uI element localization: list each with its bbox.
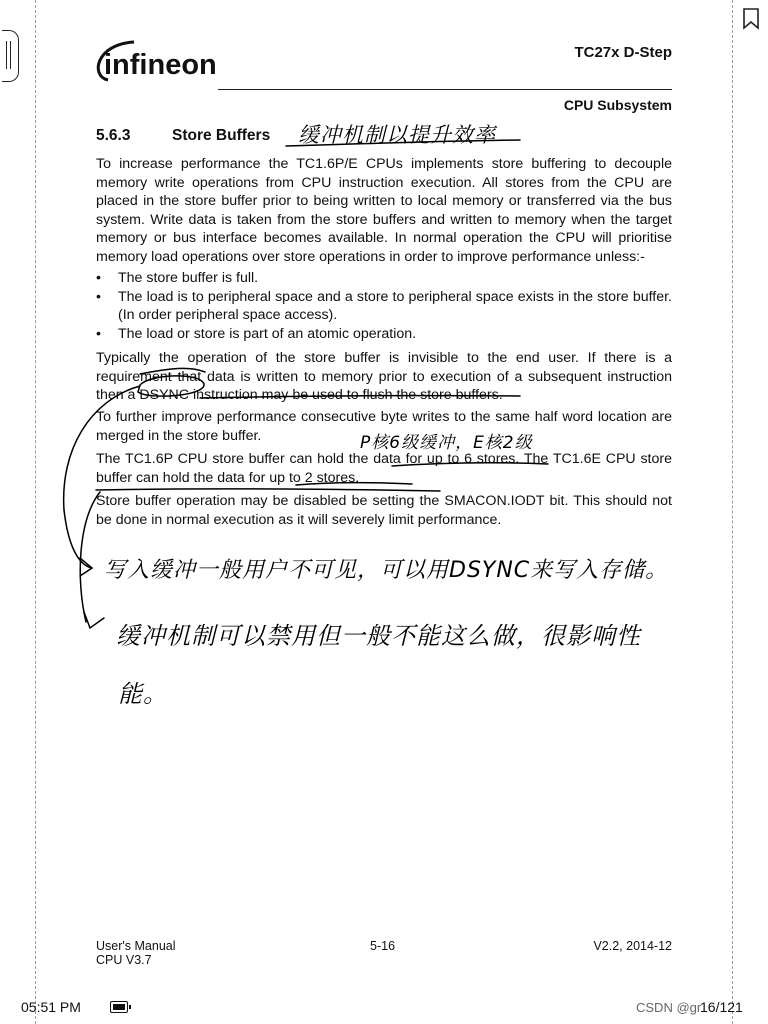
logo-text: infineon: [104, 49, 217, 81]
header-divider: [218, 89, 672, 90]
handwritten-core-note: P核6级缓冲，E核2级: [360, 433, 533, 453]
footer-manual-title: User's Manual: [96, 939, 176, 953]
paragraph-merge: To further improve performance consecutive byte writes to the same half word location are merged in the store buffer.: [96, 409, 672, 444]
handwritten-note-2-line2: 能。: [118, 680, 168, 708]
bookmark-icon[interactable]: [742, 8, 760, 30]
section-number: 5.6.3: [96, 127, 131, 144]
list-item: • The store buffer is full.: [96, 269, 672, 288]
footer-manual: [96, 939, 176, 967]
list-item: • The load is to peripheral space and a store to peripheral space exists in the store buffer. (In order peripheral space access).: [96, 288, 672, 325]
footer-version-date: V2.2, 2014-12: [593, 939, 672, 953]
battery-icon: [110, 1001, 128, 1013]
watermark: CSDN @gr: [636, 1000, 702, 1015]
paragraph-capacity: The TC1.6P CPU store buffer can hold the data for up to 6 stores. The TC1.6E CPU store buffer can hold the data for up to 2 stores.: [96, 451, 672, 486]
paragraph-dsync: Typically the operation of the store buffer is invisible to the end user. If there is a requirement that data is written to memory prior to execution of a subsequent instruction then a DSYNC instruction may be used to flush the store buffers.: [96, 350, 672, 403]
doc-title: TC27x D-Step: [574, 44, 672, 61]
paragraph-intro: To increase performance the TC1.6P/E CPUs implements store buffering to decouple memory write operations from CPU instruction execution. All stores from the CPU are placed in the store buffer prior to being written to local memory or transferred via the bus system. Write data is taken from the store buffers and written to memory when the target memory or bus interface becomes available. In normal operation the CPU will prioritise memory load operations over store operations in order to improve performance unless:-: [96, 156, 672, 265]
section-heading: [96, 127, 270, 145]
arrow-head-2: [84, 612, 104, 628]
left-margin-line: [35, 0, 36, 1024]
arrow-head-1: [80, 558, 92, 576]
handwritten-note-2-line1: 缓冲机制可以禁用但一般不能这么做，很影响性: [116, 622, 641, 650]
paragraph-disable: Store buffer operation may be disabled be setting the SMACON.IODT bit. This should not be done in normal execution as it will severely limit performance.: [96, 493, 672, 528]
section-title: Store Buffers: [172, 127, 271, 144]
page-counter[interactable]: 16/121: [700, 999, 743, 1015]
clock: 05:51 PM: [21, 999, 81, 1015]
underline-store-buffer: [96, 489, 440, 491]
infineon-logo: [94, 36, 220, 88]
footer-cpu-version: CPU V3.7: [96, 953, 152, 967]
handwritten-note-1: 写入缓冲一般用户不可见，可以用DSYNC来写入存储。: [104, 558, 669, 583]
sidebar-handle-icon[interactable]: [2, 30, 19, 82]
subsystem-title: CPU Subsystem: [563, 97, 672, 113]
list-item: • The load or store is part of an atomic operation.: [96, 325, 672, 344]
handwritten-title-note: 缓冲机制以提升效率: [298, 123, 496, 147]
footer-page-ref: 5-16: [370, 939, 396, 953]
right-margin-line: [732, 0, 733, 1024]
condition-list: [96, 269, 672, 343]
status-bar: [0, 998, 768, 1020]
